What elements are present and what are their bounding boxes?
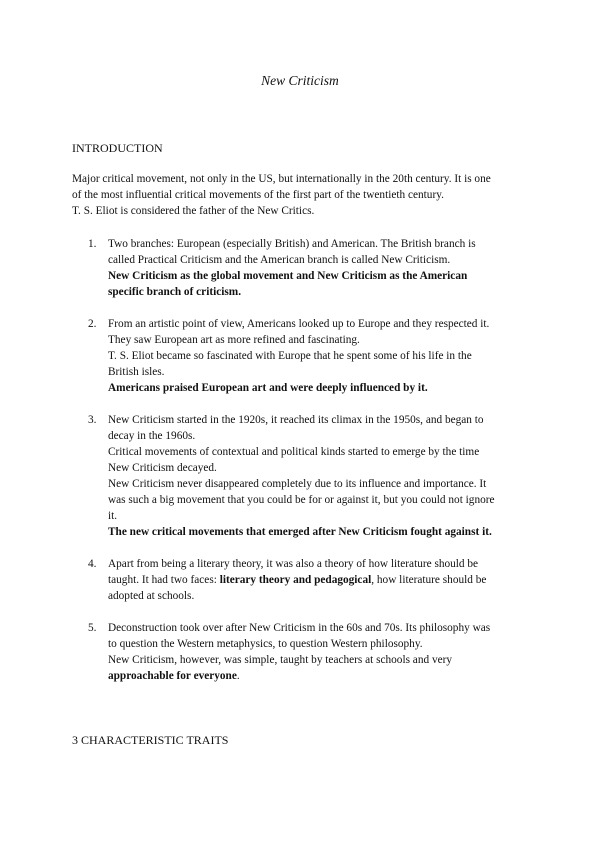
item-bold-line: The new critical movements that emerged after New Criticism fought against it. <box>108 526 492 538</box>
item-bold-line: New Criticism as the global movement and New Criticism as the American <box>108 270 468 282</box>
item-line: T. S. Eliot became so fascinated with Europe that he spent some of his life in the <box>108 350 472 362</box>
item-line: called Practical Criticism and the American branch is called New Criticism. <box>108 254 451 266</box>
numbered-list <box>88 236 532 700</box>
item-line: New Criticism, however, was simple, taught by teachers at schools and very <box>108 654 453 666</box>
item-line: From an artistic point of view, Americans looked up to Europe and they respected it. <box>108 318 490 330</box>
item-bold-text: approachable for everyone <box>108 670 237 682</box>
item-line: it. <box>108 510 118 522</box>
item-line: decay in the 1960s. <box>108 430 196 442</box>
item-line-mixed <box>108 572 532 588</box>
item-number: 3. <box>88 414 97 426</box>
item-number: 1. <box>88 238 97 250</box>
item-line: was such a big movement that you could be for or against it, but you could not ignore <box>108 494 495 506</box>
item-text: taught. It had two faces: <box>108 574 220 586</box>
item-line: They saw European art as more refined and fascinating. <box>108 334 360 346</box>
item-line: Critical movements of contextual and political kinds started to emerge by the time <box>108 446 480 458</box>
item-text: , how literature should be <box>371 574 487 586</box>
document-title: New Criticism <box>261 73 339 88</box>
introduction-heading: INTRODUCTION <box>72 141 163 155</box>
item-bold-line: Americans praised European art and were deeply influenced by it. <box>108 382 428 394</box>
intro-line: of the most influential critical movements of the first part of the twentieth century. <box>72 189 444 201</box>
item-text: . <box>236 670 240 682</box>
item-bold-line: specific branch of criticism. <box>108 286 242 298</box>
intro-line: T. S. Eliot is considered the father of the New Critics. <box>72 205 315 217</box>
introduction-paragraph <box>72 171 532 219</box>
list-item <box>88 412 532 540</box>
item-number: 4. <box>88 558 97 570</box>
item-line: Apart from being a literary theory, it was also a theory of how literature should be <box>108 558 479 570</box>
list-item <box>88 316 532 396</box>
item-line: Deconstruction took over after New Criticism in the 60s and 70s. Its philosophy was <box>108 622 491 634</box>
list-item <box>88 620 532 684</box>
item-line: Two branches: European (especially British) and American. The British branch is <box>108 238 476 250</box>
item-line: to question the Western metaphysics, to question Western philosophy. <box>108 638 423 650</box>
list-item <box>88 556 532 604</box>
item-number: 2. <box>88 318 97 330</box>
item-line: New Criticism started in the 1920s, it reached its climax in the 1950s, and began to <box>108 414 484 426</box>
item-line: British isles. <box>108 366 165 378</box>
traits-heading: 3 CHARACTERISTIC TRAITS <box>72 733 229 747</box>
item-bold-text: literary theory and pedagogical <box>219 574 372 586</box>
item-line-mixed <box>108 668 532 684</box>
intro-line: Major critical movement, not only in the US, but internationally in the 20th century. It is one <box>72 173 491 185</box>
list-item <box>88 236 532 300</box>
item-line: New Criticism decayed. <box>108 462 217 474</box>
item-number: 5. <box>88 622 97 634</box>
item-line: adopted at schools. <box>108 590 195 602</box>
item-line: New Criticism never disappeared completely due to its influence and importance. It <box>108 478 487 490</box>
